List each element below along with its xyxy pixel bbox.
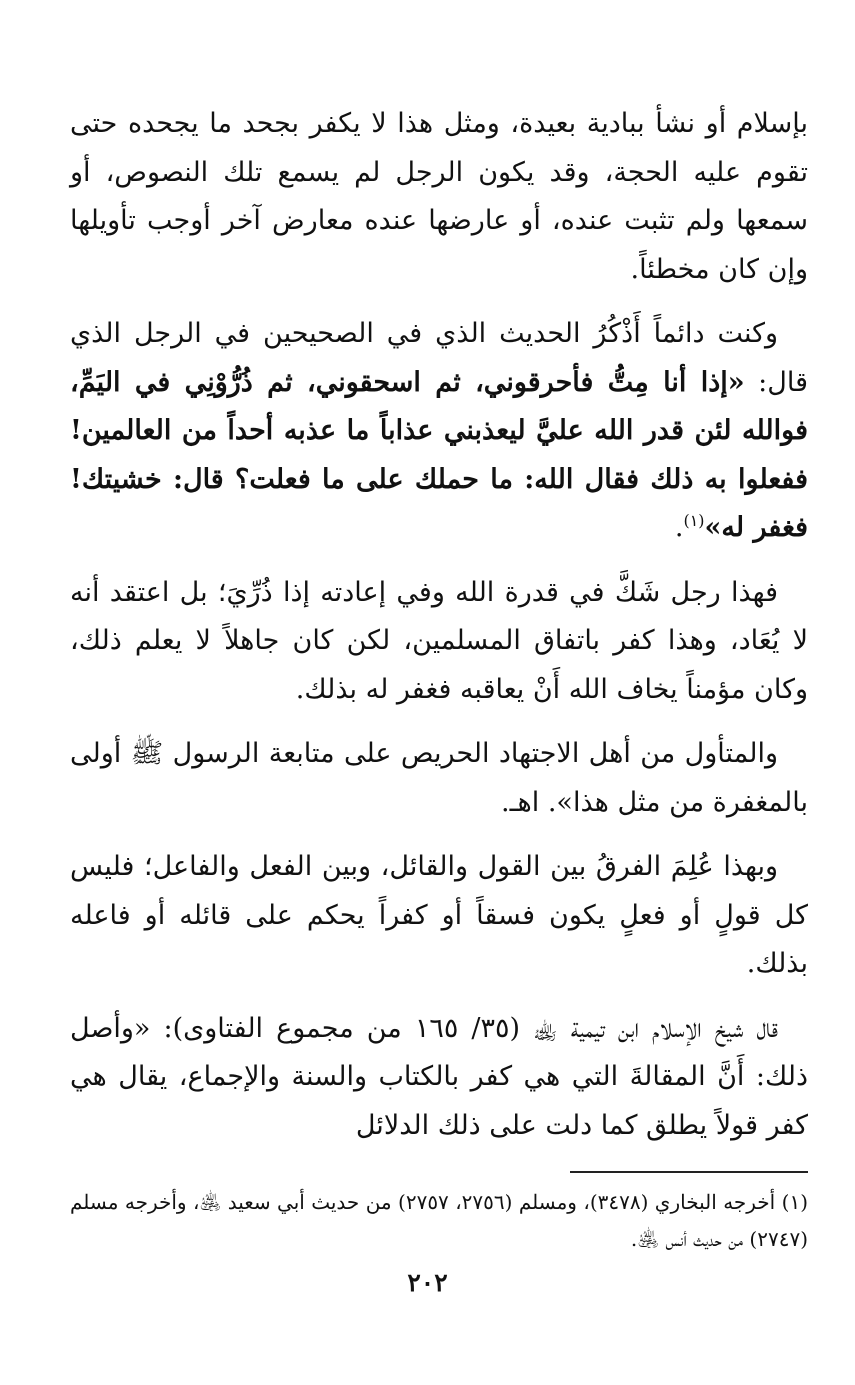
main-text <box>70 100 808 1150</box>
paragraph-4-text: والمتأول من أهل الاجتهاد الحريص على متابعة الرسول ﷺ أولى بالمغفرة من مثل هذا». اهـ. <box>70 738 808 818</box>
footnote-divider <box>570 1171 808 1173</box>
footnote-1: (١) أخرجه البخاري (٣٤٧٨)، ومسلم (٢٧٥٦، ٢٧٥٧) من حديث أبي سعيد ﵁، وأخرجه مسلم (٢٧٤٧) من حديث أنس ﵁. <box>70 1190 808 1251</box>
paragraph-5 <box>70 843 808 989</box>
paragraph-5-text: وبهذا عُلِمَ الفرقُ بين القول والقائل، وبين الفعل والفاعل؛ فليس كل قولٍ أو فعلٍ يكون فسقاً أو كفراً يحكم على قائله أو فاعله بذلك. <box>70 851 808 979</box>
paragraph-2 <box>70 310 808 553</box>
paragraph-6-text: قال شيخ الإسلام ابن تيمية ﵀ (٣٥/ ١٦٥ من مجموع الفتاوى): «وأصل ذلك: أَنَّ المقالةَ التي هي كفر بالكتاب والسنة والإجماع، يقال هي كفر قولاً يطلق كما دلت على ذلك الدلائل <box>70 1012 808 1141</box>
paragraph-3 <box>70 569 808 715</box>
page-number: ٢٠٢ <box>407 1268 448 1297</box>
paragraph-4 <box>70 730 808 827</box>
hadith-end: . <box>674 512 684 543</box>
paragraph-1: بإسلام أو نشأ ببادية بعيدة، ومثل هذا لا يكفر بجحد ما يجحده حتى تقوم عليه الحجة، وقد يكون الرجل لم يسمع تلك النصوص، أو سمعها ولم تثبت عنده، أو عارضها عنده معارض آخر أوجب تأويلها وإن كان مخطئاً. <box>70 108 808 285</box>
footnote-reference[interactable]: (١) <box>683 511 705 530</box>
paragraph-6 <box>70 1005 808 1151</box>
hadith-intro: وكنت دائماً أَذْكُرُ الحديث الذي في الصحيحين في الرجل الذي قال: <box>70 318 808 398</box>
hadith-quote: «إذا أنا مِتُّ فأحرقوني، ثم اسحقوني، ثم ذُرُّوْنِي في اليَمِّ، فوالله لئن قدر الله عليَّ ليعذبني عذاباً ما عذبه أحداً من العالمين! ففعلوا به ذلك فقال الله: ما حملك على ما فعلت؟ قال: خشيتك! فغفر له» <box>70 366 808 543</box>
footnotes <box>70 1184 808 1258</box>
paragraph-3-text: فهذا رجل شَكَّ في قدرة الله وفي إعادته إذا ذُرِّيَ؛ بل اعتقد أنه لا يُعَاد، وهذا كفر باتفاق المسلمين، لكن كان جاهلاً لا يعلم ذلك، وكان مؤمناً يخاف الله أَنْ يعاقبه فغفر له بذلك. <box>70 576 808 705</box>
